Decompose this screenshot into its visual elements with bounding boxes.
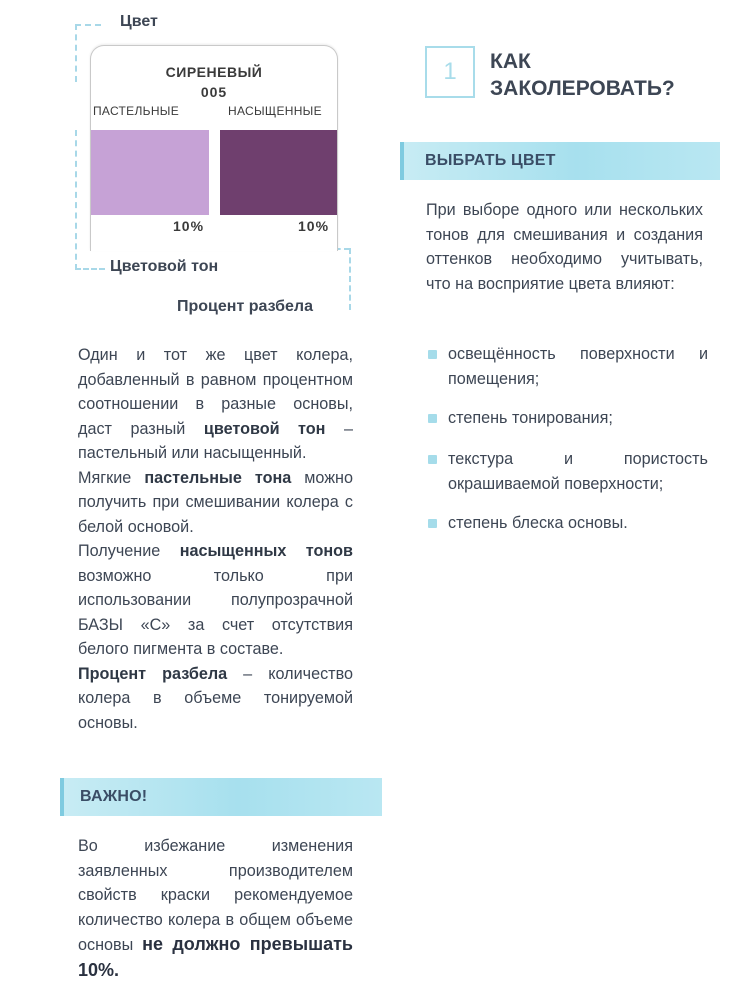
step-title: КАК ЗАКОЛЕРОВАТЬ?: [490, 50, 675, 100]
paragraph-percent: Процент разбела – количество колера в объеме тонируемой основы.: [78, 664, 353, 732]
callout-line-color-left: [75, 24, 77, 82]
callout-tone: Цветовой тон: [110, 258, 219, 275]
pastel-label: ПАСТЕЛЬНЫЕ: [93, 104, 180, 118]
paragraph-pastel: Мягкие пастельные тона можно получить при смешивании колера с белой основой.: [78, 468, 354, 536]
pastel-percent: 10%: [173, 218, 205, 234]
important-heading: ВАЖНО!: [80, 788, 148, 805]
saturated-swatch: [220, 130, 337, 215]
term-percent: Процент разбела: [78, 664, 228, 683]
choose-color-banner: [400, 142, 720, 180]
paragraph-saturated: Получение насыщенных тонов возможно только при использовании полупрозрачной БАЗЫ «С» за счет отсутствия белого пигмента в составе.: [78, 542, 353, 658]
pastel-swatch: [91, 130, 209, 215]
important-limit: не должно превышать 10%.: [78, 934, 353, 980]
paragraph-tone: Один и тот же цвет колера, добавленный в равном процентном соотношении в разные основы, даст разный цветовой тон – пастельный или насыщенный.: [78, 346, 353, 462]
choose-intro: При выборе одного или нескольких тонов для смешивания и создания оттенков необходимо учитывать, что на восприятие цвета влияют:: [426, 201, 703, 293]
callout-line-color-top: [75, 24, 101, 26]
callout-line-tone-bottom: [75, 268, 105, 270]
saturated-percent: 10%: [298, 218, 330, 234]
color-code: 005: [200, 84, 228, 100]
term-saturated-tones: насыщенных тонов: [179, 542, 353, 560]
callout-line-tone-left: [75, 130, 77, 270]
bullet-icon: [428, 350, 437, 359]
important-banner: [60, 778, 382, 816]
step-number: 1: [425, 46, 475, 98]
callout-percent: Процент разбела: [177, 298, 313, 315]
banner-accent: [60, 778, 64, 816]
choose-color-heading: ВЫБРАТЬ ЦВЕТ: [425, 152, 556, 169]
banner-accent: [400, 142, 404, 180]
tone-explanation: [78, 343, 353, 735]
color-name: СИРЕНЕВЫЙ: [165, 64, 263, 80]
bullet-icon: [428, 414, 437, 423]
callout-line-percent-right: [349, 248, 351, 310]
callout-color: Цвет: [120, 13, 158, 30]
bullet-icon: [428, 519, 437, 528]
term-color-tone: цветовой тон: [203, 419, 326, 438]
saturated-label: НАСЫЩЕННЫЕ: [228, 104, 322, 118]
important-text: Во избежание изменения заявленных производителем свойств краски рекомендуемое количество колера в общем объеме основы не должно превышать 10%.: [78, 837, 353, 980]
bullet-icon: [428, 455, 437, 464]
term-pastel-tones: пастельные тона: [144, 468, 292, 487]
color-card: [90, 45, 338, 251]
